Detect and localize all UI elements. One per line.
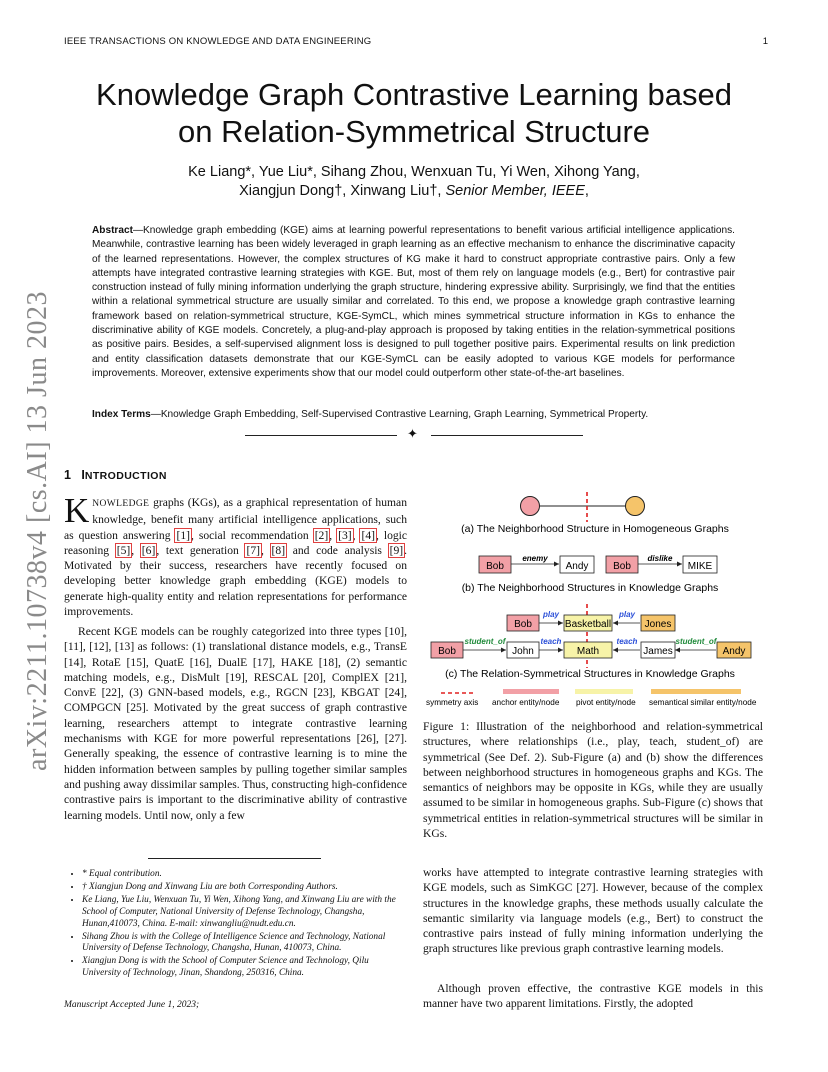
authors-line-2 (60, 182, 768, 201)
index-terms (92, 408, 735, 422)
comma: , (260, 543, 271, 557)
arrowhead-icon (613, 621, 618, 626)
edge-label: dislike (647, 554, 673, 563)
node-label: Basketball (564, 619, 612, 630)
sub-c-caption: (c) The Relation-Symmetrical Structures in Knowledge Graphs (445, 668, 735, 680)
node-label: MIKE (687, 561, 713, 572)
arrowhead-icon (558, 648, 563, 653)
caption-label: Figure 1: (423, 720, 470, 733)
node-label: Andy (565, 561, 589, 572)
node-label: Bob (486, 561, 504, 572)
para1-text-c: , logic reasoning (64, 528, 408, 557)
comma: , (352, 528, 361, 542)
footnote-item: • Ke Liang, Yue Liu, Wenxuan Tu, Yi Wen, Xihong Yang, and Xinwang Liu are with the School of Computer, National University of Defense Technology, Changsha, Hunan,410073, China. E-mail: xinwangliu@nudt.edu.cn. (82, 895, 409, 931)
section-heading (64, 468, 167, 482)
citation-link[interactable]: [5] (116, 543, 131, 557)
citation-link[interactable]: [6] (141, 543, 156, 557)
comma: , (131, 543, 141, 557)
figure-caption (423, 719, 763, 841)
arrowhead-icon (554, 562, 559, 567)
node-label: Bob (438, 646, 456, 657)
citation-link[interactable]: [8] (271, 543, 286, 557)
anchor-node (521, 497, 540, 516)
authors-line-2-names: Xiangjun Dong†, Xinwang Liu†, (239, 183, 446, 199)
arxiv-identifier[interactable]: arXiv:2211.10738v4 [cs.AI] 13 Jun 2023 (22, 291, 53, 771)
author-role: Senior Member, IEEE (445, 183, 585, 199)
para1-text-f: . Motivated by their success, researchers have recently focused on developing better knowledge graph embedding (KGE) models to generate high-quality entity and relation representations for performance improvements. (64, 543, 408, 619)
dropcap-letter: K (64, 491, 90, 530)
citation-link[interactable]: [7] (246, 543, 260, 557)
paper-title (40, 76, 788, 150)
para1-text-e: and code analysis (286, 543, 389, 557)
authors-line-2-end: , (584, 183, 589, 199)
sub-b-caption: (b) The Neighborhood Structures in Knowledge Graphs (461, 582, 719, 594)
para1-text-d: , text generation (156, 543, 246, 557)
para1-text-b: , social recommendation (190, 528, 314, 542)
section-divider-left (245, 435, 397, 436)
footnote-item: • Sihang Zhou is with the College of Intelligence Science and Technology, National University of Defense Technology, Changsha, Hunan, 410073, China. (82, 932, 409, 956)
page-number: 1 (762, 36, 768, 47)
footnote-item: • * Equal contribution. (82, 869, 409, 881)
arrowhead-icon (558, 621, 563, 626)
para1-text-a: graphs (KGs), as a graphical representation of human knowledge, benefit many artificial intelligence applications, such as question answering (64, 496, 407, 542)
index-terms-label: Index Terms (92, 409, 151, 420)
edge-label: teach (616, 637, 638, 646)
citation-link[interactable]: [4] (361, 528, 375, 542)
legend-label: semantical similar entity/node (649, 698, 757, 707)
similar-node (626, 497, 645, 516)
right-paragraph-2: Although proven effective, the contrastive KGE models in this manner have two apparent limitations. Firstly, the adopted (423, 982, 763, 1011)
divider-ornament-icon: ✦ (407, 426, 418, 441)
footnote-item: • Xiangjun Dong is with the School of Computer Science and Technology, Qilu University of Technology, Jinan, Shandong, 250316, China. (82, 956, 409, 980)
legend-label: pivot entity/node (576, 698, 636, 707)
edge-label: student_of (675, 637, 717, 646)
abstract (92, 224, 735, 381)
edge-label: play (618, 610, 636, 619)
edge-label: enemy (522, 554, 548, 563)
arrowhead-icon (613, 648, 618, 653)
running-header: IEEE TRANSACTIONS ON KNOWLEDGE AND DATA ENGINEERING (64, 36, 372, 47)
right-paragraph-1: works have attempted to integrate contrastive learning strategies with KGE models, such as SimKGC [27]. However, because of the complex structures in the knowledge graphs, these methods usually calculate the semantic similarity via language models (e.g., Bert) to construct the contrastive pairs instead of fully mining information underlying the graph structures like previous graph contrastive learning models. (423, 866, 763, 956)
node-label: Math (576, 646, 600, 657)
node-label: Bob (514, 619, 532, 630)
citation-link[interactable]: [2] (314, 528, 329, 542)
edge-label: play (542, 610, 560, 619)
node-label: Andy (722, 646, 746, 657)
legend-anchor-swatch (503, 689, 559, 694)
legend-label: symmetry axis (426, 698, 479, 707)
title-line-2: on Relation-Symmetrical Structure (177, 114, 651, 149)
intro-paragraph-2: Recent KGE models can be roughly categorized into three types [10], [11], [12], [13] as follows: (1) translational distance models, e.g., TransE [14], RotaE [15], QuatE [16], DualE [17], HAKE [18], (2) semantic matching models, e.g., DisMult [19], RESCAL [20], ComplEX [21], ConvE [22], (3) GNN-based models, e.g., RGCN [23], KBGAT [24], COMPGCN [25]. Motivated by the great success of graph contrastive learning, researchers attempt to integrate contrastive learning mechanisms with KGE for more powerful representations [26], [27]. Generally speaking, the essence of contrastive learning is to mine the hidden information between samples by pulling together similar samples and pushing away dissimilar samples. Thus, constructing high-confidence contrastive pairs is important to the discriminative ability of contrastive learning models. Until now, only a few (64, 625, 407, 822)
citation-link[interactable]: [3] (338, 528, 352, 542)
authors-line-1: Ke Liang*, Yue Liu*, Sihang Zhou, Wenxuan Tu, Yi Wen, Xihong Yang, (188, 164, 640, 180)
edge-label: teach (540, 637, 562, 646)
citation-link[interactable]: [1] (176, 528, 190, 542)
arrowhead-icon (501, 648, 506, 653)
abstract-label: Abstract (92, 225, 133, 236)
manuscript-note: Manuscript Accepted June 1, 2023; (64, 1000, 200, 1010)
footnote-rule (148, 858, 321, 859)
sub-a-caption: (a) The Neighborhood Structure in Homogeneous Graphs (461, 523, 729, 535)
author-list (60, 163, 768, 201)
citation-link[interactable]: [9] (389, 543, 404, 557)
intro-paragraph-1 (64, 491, 408, 619)
legend-label: anchor entity/node (492, 698, 560, 707)
legend-pivot-swatch (575, 689, 633, 694)
node-label: James (643, 646, 673, 657)
section-number: 1 (64, 468, 71, 482)
node-label: Jones (644, 619, 672, 630)
title-line-1: Knowledge Graph Contrastive Learning based (96, 77, 732, 112)
section-divider-right (431, 435, 583, 436)
node-label: Bob (613, 561, 631, 572)
legend-similar-swatch (651, 689, 741, 694)
first-word-rest: NOWLEDGE (92, 499, 150, 509)
comma: , (329, 528, 338, 542)
abstract-text: —Knowledge graph embedding (KGE) aims at learning powerful representations to benefit various artificial intelligence applications. Meanwhile, contrastive learning has been widely leveraged in graph learning as an effective mechanism to enhance the discriminative capacity of the learned representations. However, the complex structures of KG make it hard to construct appropriate contrastive pairs. Only a few attempts have integrated contrastive learning strategies with KGE. But, most of them rely on language models (e.g., Bert) for contrastive pair construction instead of fully mining information underlying the graph structure, hindering expressive ability. Surprisingly, we find that the entities within a relational symmetrical structure are usually similar and correlated. To this end, we propose a knowledge graph contrastive learning framework based on relation-symmetrical structure, KGE-SymCL, which mines symmetrical structure information in KGs to enhance the discriminative ability of KGE models. Concretely, a plug-and-play approach is proposed by taking entities in the relation-symmetrical positions as positive pairs. Besides, a self-supervised alignment loss is designed to pull together positive pairs. Experimental results on link prediction and entity classification datasets demonstrate that our KGE-SymCL can be easily adopted to various KGE models for performance improvements. Moreover, extensive experiments show that our model could outperform other state-of-the-art baselines. (92, 225, 735, 379)
footnote-item: • † Xiangjun Dong and Xinwang Liu are both Corresponding Authors. (82, 882, 409, 894)
section-title-rest: NTRODUCTION (84, 470, 167, 482)
arrowhead-icon (675, 648, 680, 653)
arrowhead-icon (677, 562, 682, 567)
footnotes (64, 869, 409, 981)
index-terms-text: —Knowledge Graph Embedding, Self-Supervised Contrastive Learning, Graph Learning, Symmetrical Property. (150, 409, 649, 420)
figure-1 (423, 492, 768, 714)
caption-text: Illustration of the neighborhood and relation-symmetrical structures, where relationships (i.e., play, teach, student_of) are symmetrical (See Def. 2). Sub-Figure (a) and (b) show the differences between neighborhood structures in homogeneous graphs and KGs. The semantics of neighbors may be opposite in KGs, while they are usually assumed to be similar in homogeneous graphs. Sub-Figure (c) shows that symmetrical entities in relation-symmetrical structures will be similar in KGs. (423, 720, 763, 841)
edge-label: student_of (464, 637, 506, 646)
node-label: John (512, 646, 534, 657)
section-title-initial: I (81, 468, 85, 482)
